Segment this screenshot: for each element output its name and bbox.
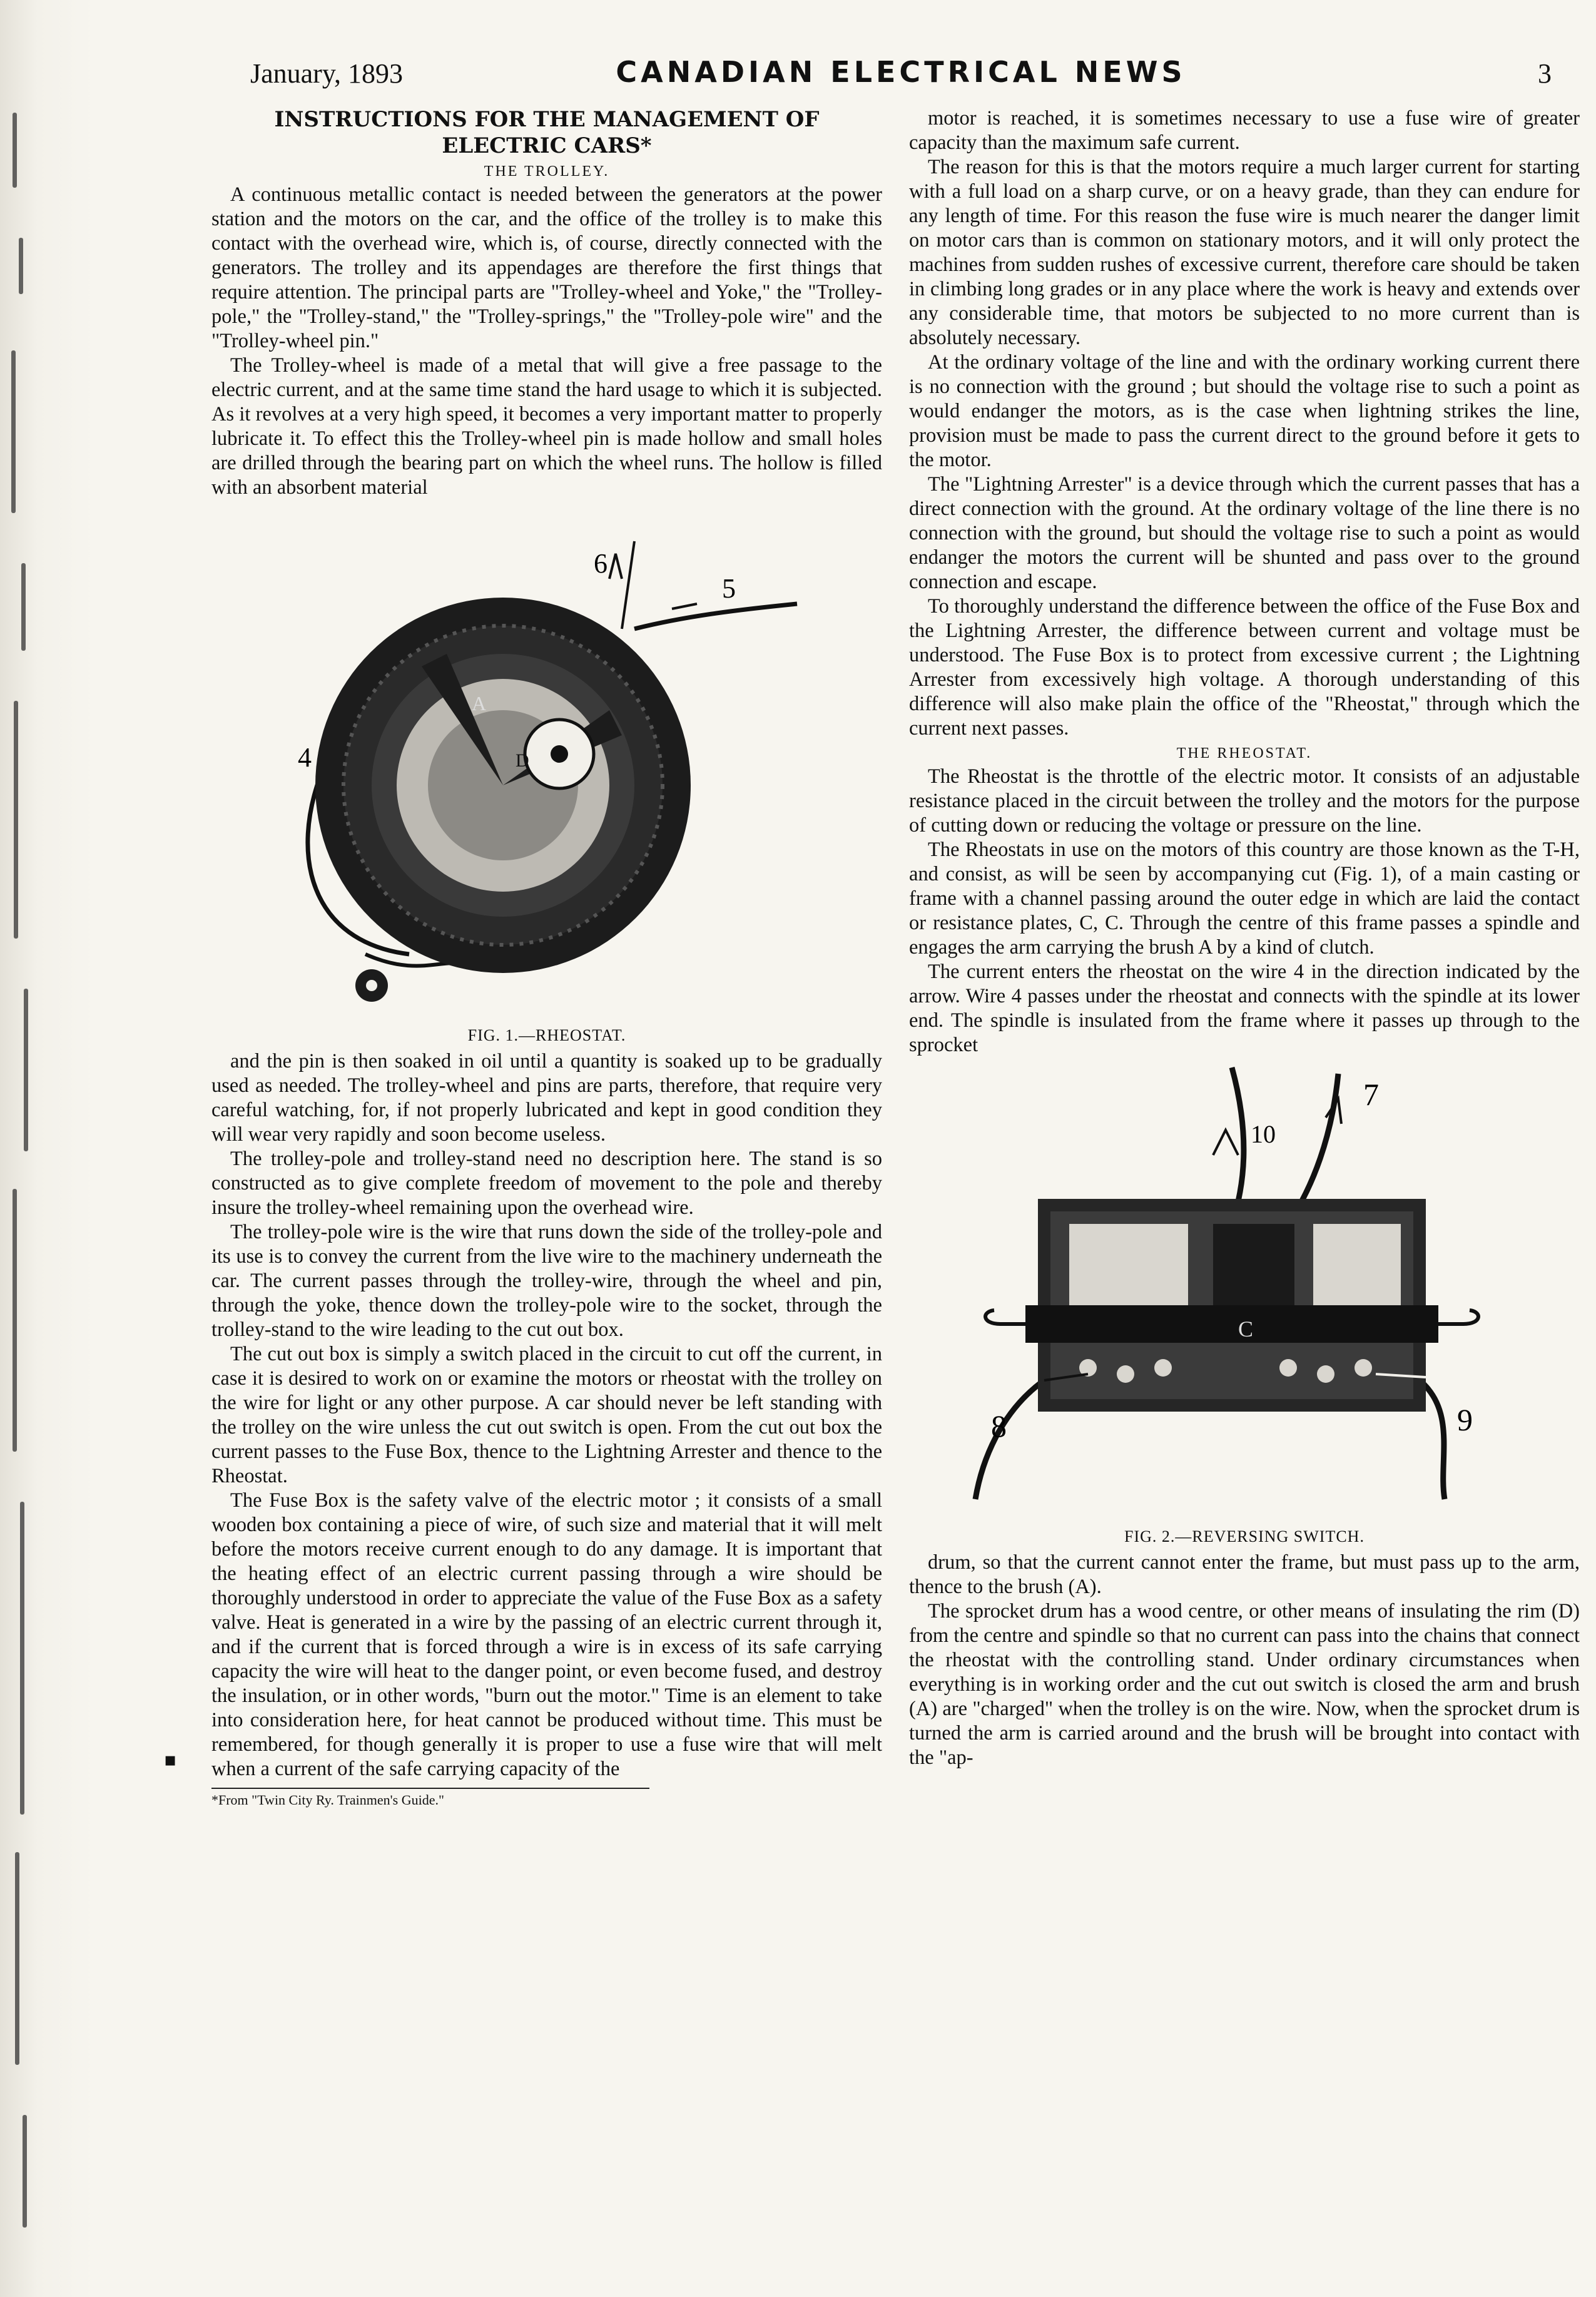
footnote-rule (211, 1788, 649, 1789)
section-heading-rheostat: THE RHEOSTAT. (1176, 745, 1313, 761)
masthead-title: CANADIAN ELECTRICAL NEWS (616, 55, 1186, 89)
column-right (909, 106, 1580, 2228)
paragraph: At the ordinary voltage of the line and with the ordinary working current there is no connection with the ground ; but should the voltage rise to such a point as would endanger the motors, as is the case when lightning strikes the line, provision must be made to pass the current direct to the ground before it gets to the motor. (909, 351, 1580, 471)
figure-label: D (516, 750, 529, 771)
paragraph: The cut out box is simply a switch placed in the circuit to cut off the current, in case it is desired to work on or examine the motors or rheostat with the trolley on the wire for light or any other purpose. A car should never be left standing with the trolley on the wire unless the cut out switch is open. From the cut out box the current passes to the Fuse Box, thence to the Lightning Arrester and thence to the Rheostat. (211, 1343, 882, 1487)
figure-label: 10 (1251, 1120, 1276, 1148)
paragraph: motor is reached, it is sometimes necessary to use a fuse wire of greater capacity than the maximum safe current. (909, 107, 1580, 154)
issue-date: January, 1893 (250, 58, 403, 89)
figure-label: A (472, 692, 487, 715)
footnote: *From "Twin City Ry. Trainmen's Guide." (211, 1792, 444, 1808)
figure-label: C (1238, 1317, 1254, 1342)
paragraph: To thoroughly understand the difference between the office of the Fuse Box and the Lightning Arrester, the difference between current and voltage must be understood. The Fuse Box is to protect from excessive current ; the Lightning Arrester from excessively high voltage. A thorough understanding of this difference will also make plain the office of the "Rheostat," through which the current next passes. (909, 595, 1580, 740)
margin-mark: ▪ (164, 1749, 177, 1771)
paragraph: and the pin is then soaked in oil until a quantity is soaked up to be gradually used as needed. The trolley-wheel and pins are parts, therefore, that require very careful watching, for, if not properly lubricated and kept in good condition they will wear very rapidly and soon become useless. (211, 1050, 882, 1146)
paragraph: The Rheostats in use on the motors of this country are those known as the T-H, and consist, as will be seen by accompanying cut (Fig. 1), of a main casting or frame with a channel passing around the outer edge in which are laid the contact or resistance plates, C, C. Through the centre of this frame passes a spindle and engages the arm carrying the brush A by a kind of clutch. (909, 838, 1580, 959)
figure-label: 9 (1457, 1402, 1473, 1437)
figure-rheostat (211, 504, 882, 1047)
paragraph: The sprocket drum has a wood centre, or other means of insulating the rim (D) from the centre and spindle so that no current can pass into the chains that connect the rheostat with the controlling stand. Under ordinary circumstances when everything is in working order and the cut out switch is closed the arm and brush (A) are "charged" when the trolley is on the wire. Now, when the sprocket drum is turned the arm is carried around and the brush will be brought into contact with the "ap- (909, 1600, 1580, 1769)
paragraph: The Trolley-wheel is made of a metal that will give a free passage to the electric current, and at the same time stand the hard usage to which it is subjected. As it revolves at a very high speed, it becomes a very important matter to properly lubricate it. To effect this the Trolley-wheel pin is made hollow and small holes are drilled through the bearing part on which the wheel runs. The hollow is filled with an absorbent material (211, 354, 882, 499)
figure-reversing-switch (909, 1061, 1580, 1548)
figure-label: 4 (298, 742, 312, 773)
figure-label: 6 (594, 548, 607, 579)
figure-label: 5 (722, 573, 736, 604)
paragraph: The trolley-pole and trolley-stand need no description here. The stand is so constructed as to give complete freedom of movement to the pole and thereby insure the trolley-wheel remaining upon the overhead wire. (211, 1148, 882, 1219)
article-title: INSTRUCTIONS FOR THE MANAGEMENT OF ELECTRIC CARS* (274, 107, 820, 158)
figure-caption: FIG. 1.—RHEOSTAT. (467, 1026, 626, 1044)
paragraph: drum, so that the current cannot enter the frame, but must pass up to the arm, thence to the brush (A). (909, 1551, 1580, 1598)
paragraph: The reason for this is that the motors require a much larger current for starting with a full load on a sharp curve, or on a heavy grade, than they can endure for any length of time. For this reason the fuse wire is much nearer the danger limit on motor cars than is common on stationary motors, and it will only protect the machines from sudden rushes of excessive current, therefore care should be taken in climbing long grades or in any place where the work is heavy and extends over any considerable time, that motors be subjected to no more current than is absolutely necessary. (909, 156, 1580, 349)
column-left (211, 106, 882, 2228)
page-binding-edge (0, 0, 94, 2297)
section-heading-trolley: THE TROLLEY. (484, 163, 610, 180)
figure-label: 8 (991, 1408, 1007, 1444)
paragraph: The trolley-pole wire is the wire that runs down the side of the trolley-pole and its use is to convey the current from the live wire to the machinery underneath the car. The current passes through the trolley-wire, through the wheel and pin, through the yoke, thence down the trolley-pole wire to the socket, through the trolley-stand to the wire leading to the cut out box. (211, 1221, 882, 1341)
rheostat-illustration (284, 504, 810, 1023)
paragraph: A continuous metallic contact is needed between the generators at the power station and the motors on the car, and the office of the trolley is to make this contact with the overhead wire, which is, of course, directly connected with the generators. The trolley and its appendages are therefore the first things that require attention. The principal parts are "Trolley-wheel and Yoke," the "Trolley-pole," the "Trolley-stand," the "Trolley-springs," the "Trolley-pole wire" and the "Trolley-wheel pin." (211, 183, 882, 352)
page-header (250, 55, 1552, 93)
paragraph: The "Lightning Arrester" is a device through which the current passes that has a direct connection with the ground. At the ordinary voltage of the line there is no connection with the ground, but should the voltage rise to such a point as would endanger the motors the current will be shunted and pass over to the ground connection and escape. (909, 473, 1580, 593)
paragraph: The current enters the rheostat on the wire 4 in the direction indicated by the arrow. Wire 4 passes under the rheostat and connects with the spindle at its lower end. The spindle is insulated from the frame where it passes up through to the sprocket (909, 960, 1580, 1056)
paragraph: The Fuse Box is the safety valve of the electric motor ; it consists of a small wooden box containing a piece of wire, of such size and material that it will melt before the motors receive current enough to do any damage. It is important that the heating effect of an electric current passing through a wire should be thoroughly understood in order to appreciate the value of the Fuse Box as a safety valve. Heat is generated in a wire by the passing of an electric current through it, and if the current that is forced through a wire is in excess of its safe carrying capacity the wire will heat to the danger point, or even become fused, and destroy the insulation, or in other words, "burn out the motor." Time is an element to take into consideration here, for heat cannot be produced without time. This must be remembered, for though generally it is proper to use a fuse wire that will melt when a current of the safe carrying capacity of the (211, 1489, 882, 1780)
page-number: 3 (1538, 58, 1552, 89)
figure-label: 7 (1363, 1077, 1379, 1112)
paragraph: The Rheostat is the throttle of the electric motor. It consists of an adjustable resistance placed in the circuit between the trolley and the motors for the purpose of cutting down or reducing the voltage or pressure on the line. (909, 765, 1580, 837)
figure-caption: FIG. 2.—REVERSING SWITCH. (1124, 1527, 1365, 1546)
reversing-switch-illustration (963, 1061, 1526, 1524)
